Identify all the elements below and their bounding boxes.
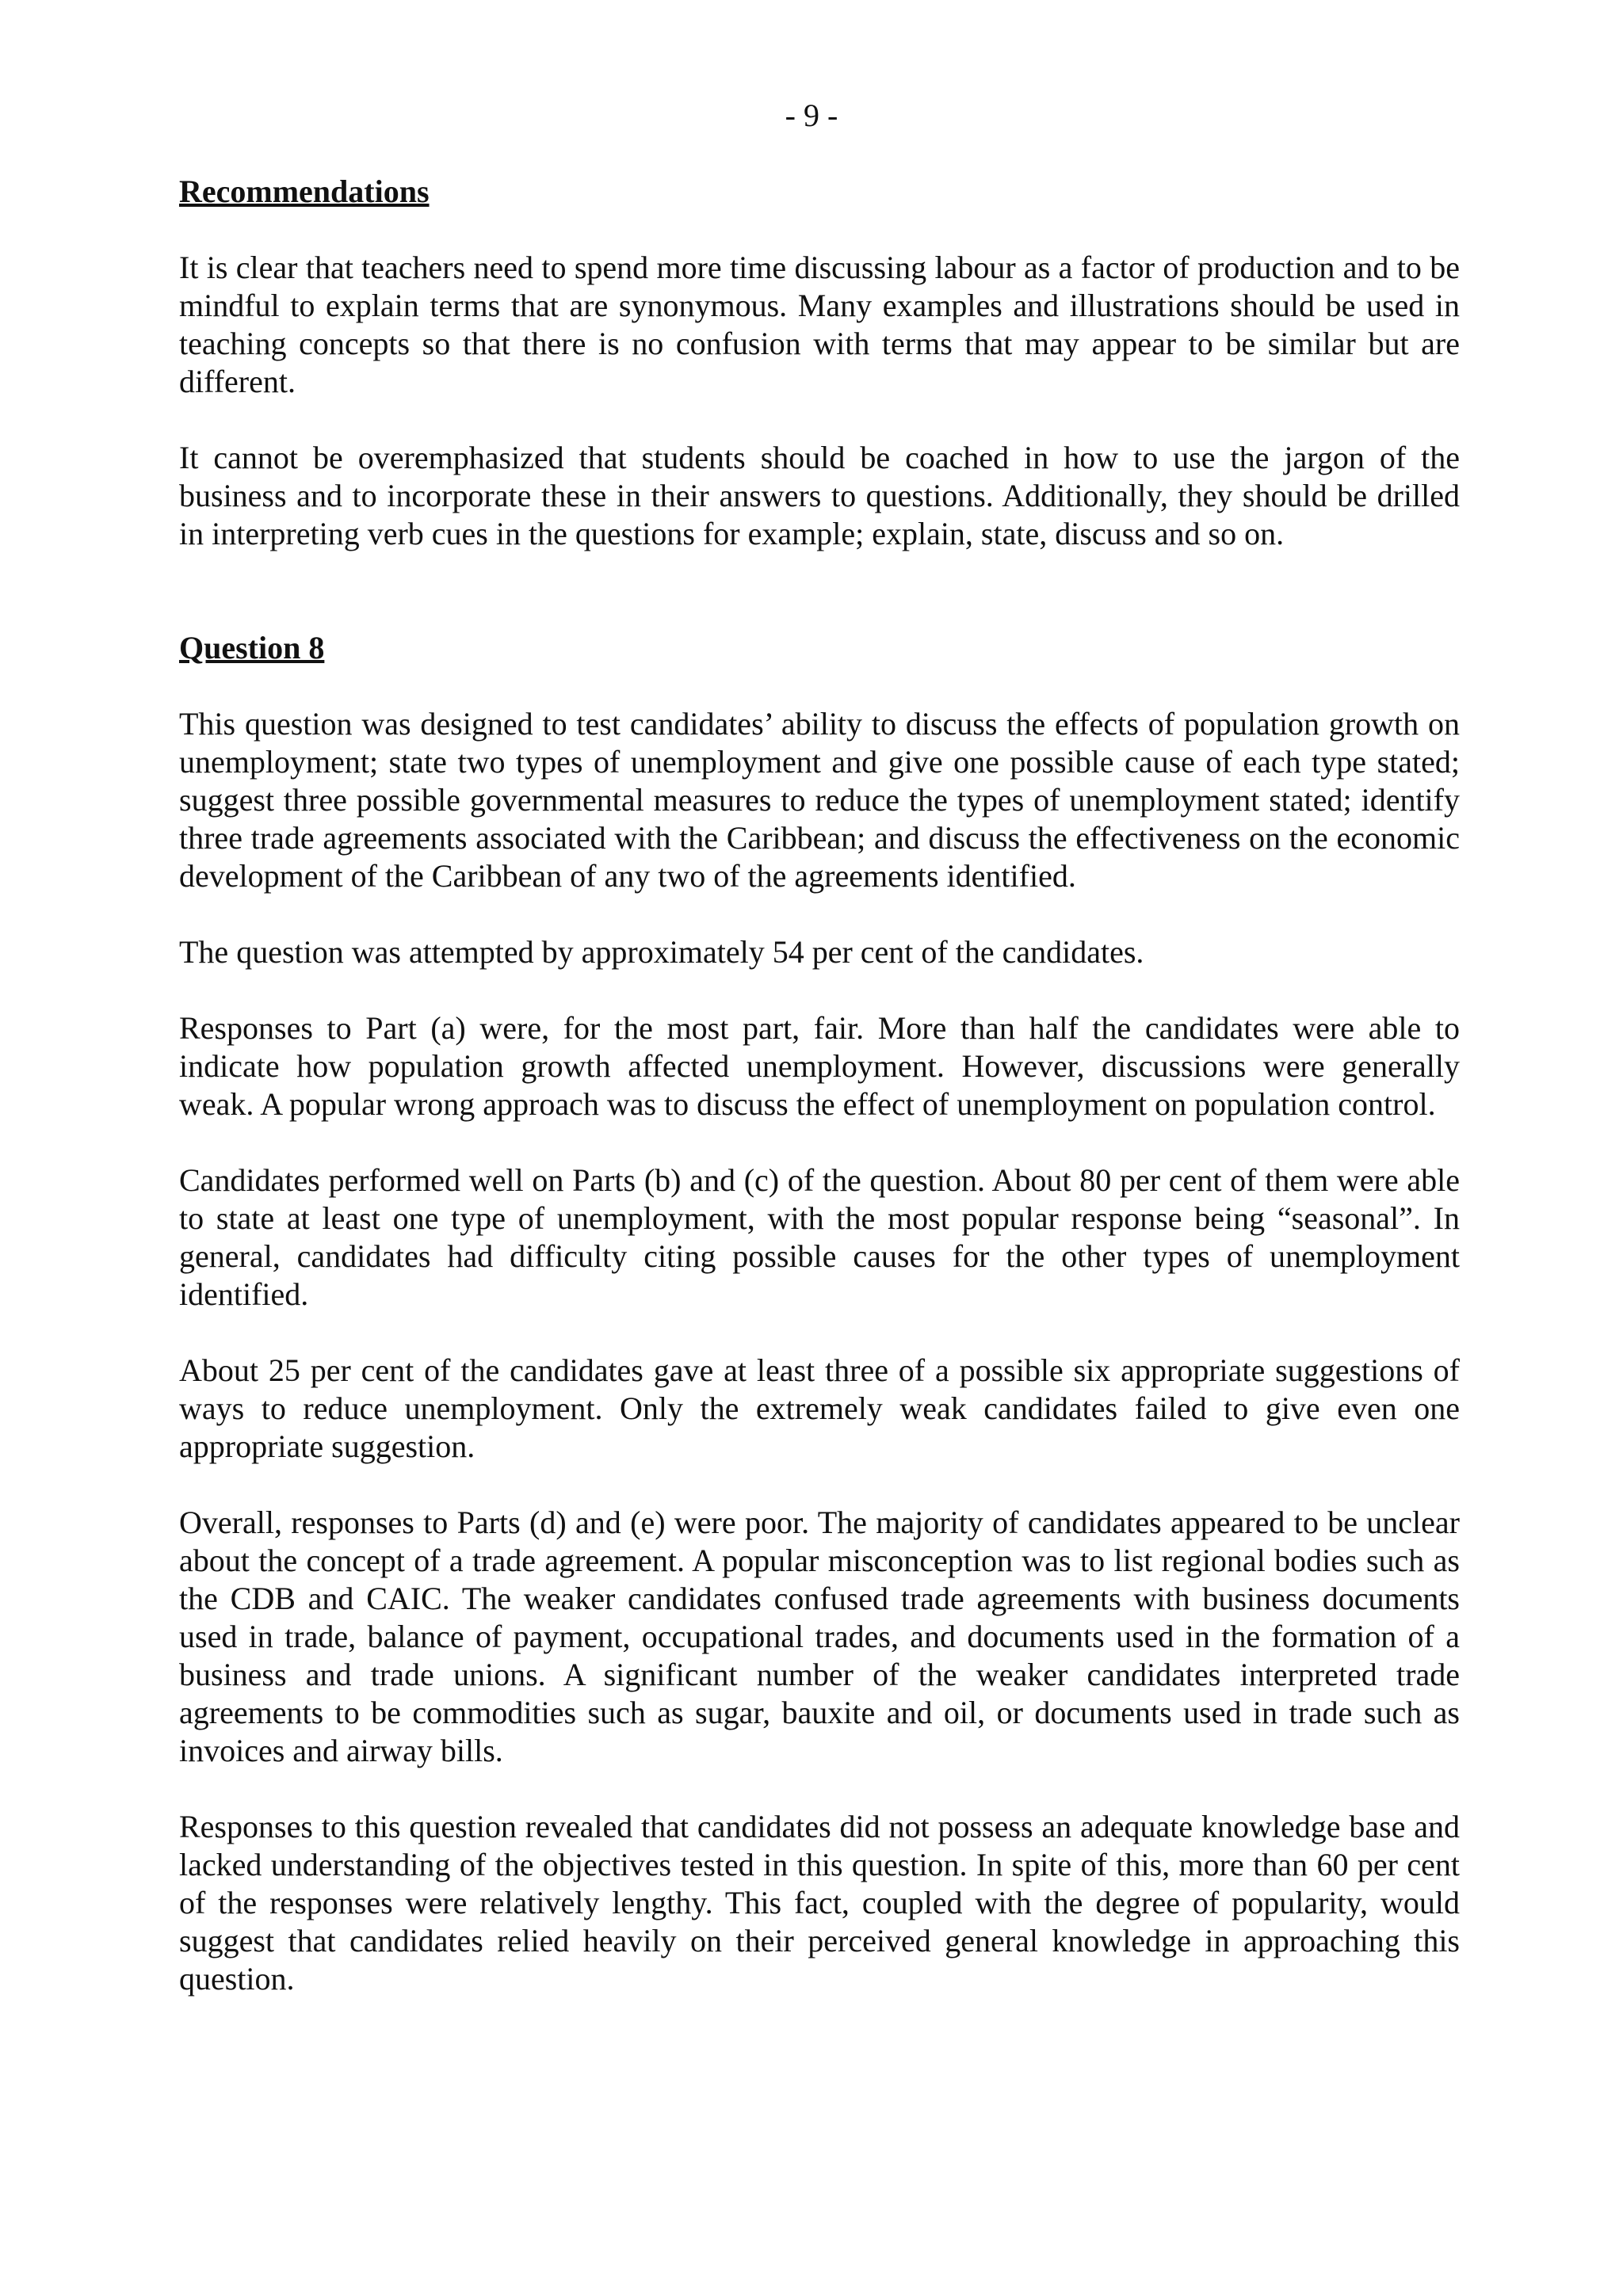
question-8-paragraph-5: About 25 per cent of the candidates gave at least three of a possible six appropriate suggestions of ways to reduce unemployment. Only the extremely weak candidates failed to give even one appropriate suggestion.	[179, 1352, 1460, 1464]
page-number: - 9 -	[785, 97, 838, 133]
question-8-paragraph-4: Candidates performed well on Parts (b) and (c) of the question. About 80 per cent of them were able to state at least one type of unemployment, with the most popular response being “seasonal”. In general, candidates had difficulty citing possible causes for the other types of unemployment identified.	[179, 1162, 1460, 1312]
question-8-paragraph-3: Responses to Part (a) were, for the most part, fair. More than half the candidates were able to indicate how population growth affected unemployment. However, discussions were generally weak. A popular wrong approach was to discuss the effect of unemployment on population control.	[179, 1010, 1460, 1122]
recommendations-paragraph-2: It cannot be overemphasized that students should be coached in how to use the jargon of the business and to incorporate these in their answers to questions. Additionally, they should be drilled in interpreting verb cues in the questions for example; explain, state, discuss and so on.	[179, 440, 1460, 551]
question-8-section	[179, 629, 1460, 1998]
question-8-paragraph-6: Overall, responses to Parts (d) and (e) were poor. The majority of candidates appeared to be unclear about the concept of a trade agreement. A popular misconception was to list regional bodies such as the CDB and CAIC. The weaker candidates confused trade agreements with business documents used in trade, balance of payment, occupational trades, and documents used in the formation of a business and trade unions. A significant number of the weaker candidates interpreted trade agreements to be commodities such as sugar, bauxite and oil, or documents used in trade such as invoices and airway bills.	[179, 1505, 1460, 1768]
question-8-paragraph-7: Responses to this question revealed that candidates did not possess an adequate knowledge base and lacked understanding of the objectives tested in this question. In spite of this, more than 60 per cent of the responses were relatively lengthy. This fact, coupled with the degree of popularity, would suggest that candidates relied heavily on their perceived general knowledge in approaching this question.	[179, 1809, 1460, 1997]
recommendations-section	[179, 173, 1460, 553]
page-content	[179, 173, 1460, 2036]
question-8-heading: Question 8	[179, 630, 325, 666]
question-8-paragraph-2: The question was attempted by approximately 54 per cent of the candidates.	[179, 934, 1144, 970]
question-8-paragraph-1: This question was designed to test candidates’ ability to discuss the effects of population growth on unemployment; state two types of unemployment and give one possible cause of each type stated; suggest three possible governmental measures to reduce the types of unemployment stated; identify three trade agreements associated with the Caribbean; and discuss the effectiveness on the economic development of the Caribbean of any two of the agreements identified.	[179, 706, 1460, 894]
recommendations-paragraph-1: It is clear that teachers need to spend more time discussing labour as a factor of production and to be mindful to explain terms that are synonymous. Many examples and illustrations should be used in teaching concepts so that there is no confusion with terms that may appear to be similar but are different.	[179, 250, 1460, 399]
recommendations-heading: Recommendations	[179, 174, 430, 209]
